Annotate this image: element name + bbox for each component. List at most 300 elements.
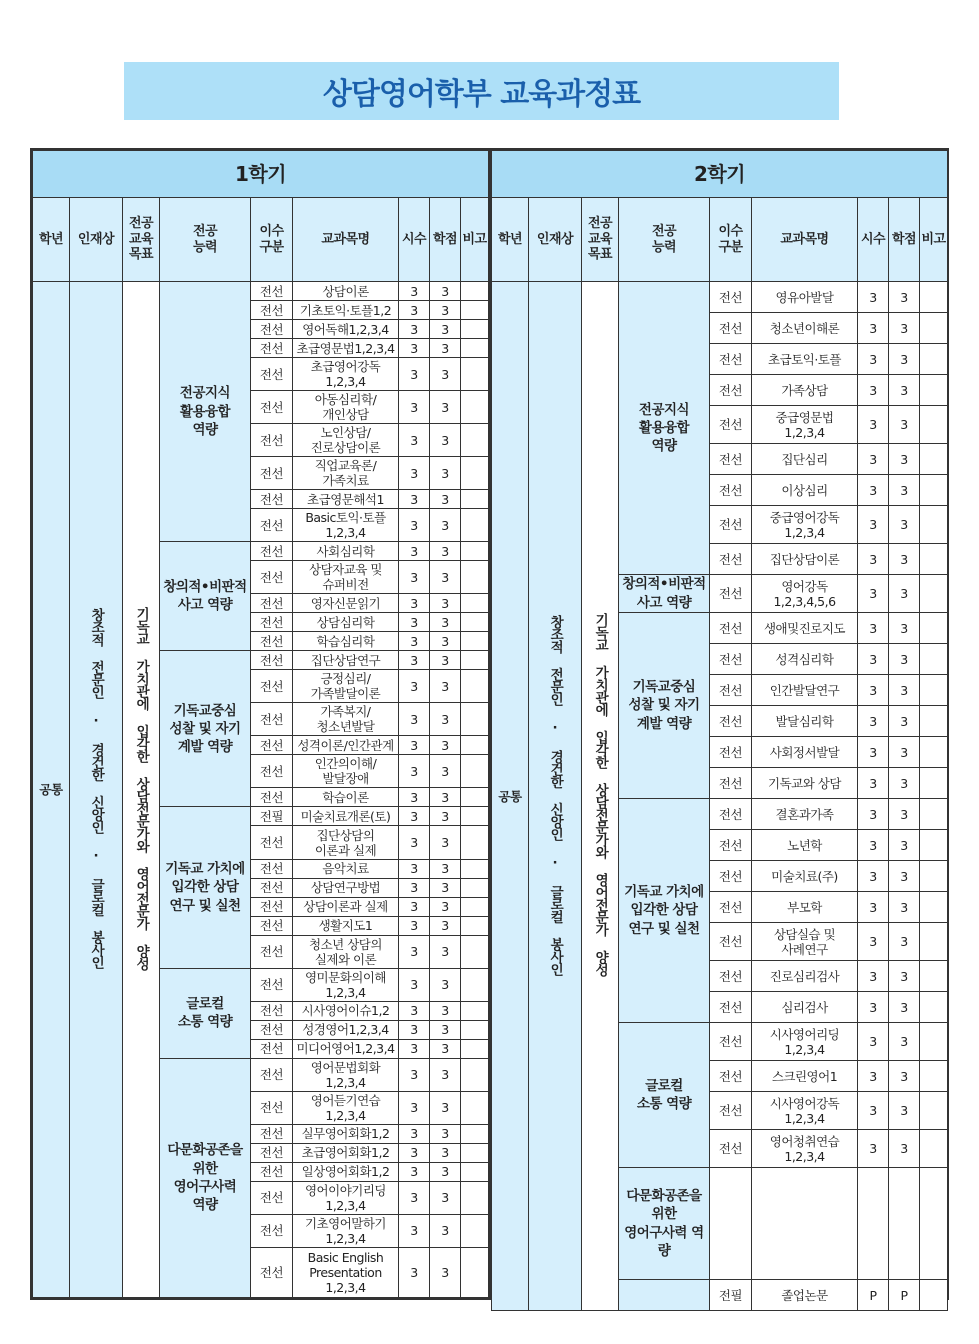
course-note	[920, 1092, 948, 1130]
course-type: 전선	[251, 968, 293, 1001]
semester1-label: 1학기	[33, 151, 489, 198]
course-name: 부모학	[752, 892, 858, 923]
course-type: 전선	[710, 737, 752, 768]
course-hours: 3	[399, 968, 430, 1001]
course-name	[752, 1168, 858, 1280]
course-note	[461, 916, 489, 935]
course-note	[920, 613, 948, 644]
page-title: 상담영어학부 교육과정표	[124, 62, 839, 120]
course-credits: 3	[430, 391, 461, 424]
course-hours: 3	[399, 301, 430, 320]
course-note	[461, 1001, 489, 1020]
course-type: 전선	[251, 788, 293, 807]
course-type: 전선	[710, 613, 752, 644]
course-hours: 3	[399, 320, 430, 339]
course-note	[461, 339, 489, 358]
course-note	[461, 1214, 489, 1247]
course-type: 전선	[251, 916, 293, 935]
course-note	[920, 768, 948, 799]
course-name: 영유아발달	[752, 282, 858, 313]
course-note	[461, 320, 489, 339]
course-credits: 3	[430, 1143, 461, 1162]
course-name: 직업교육론/ 가족치료	[293, 457, 399, 490]
course-credits: 3	[889, 375, 920, 406]
course-note	[461, 301, 489, 320]
course-credits: 3	[889, 544, 920, 575]
course-credits: 3	[889, 830, 920, 861]
course-hours: 3	[399, 916, 430, 935]
talent-cell	[529, 282, 582, 1311]
course-hours: 3	[858, 544, 889, 575]
course-name: 노인상담/ 진로상담이론	[293, 424, 399, 457]
course-hours: 3	[858, 675, 889, 706]
course-name: 인간발달연구	[752, 675, 858, 706]
course-name: 일상영어회화1,2	[293, 1162, 399, 1181]
course-credits: 3	[430, 358, 461, 391]
course-hours: 3	[399, 935, 430, 968]
course-hours: 3	[399, 1181, 430, 1214]
course-type: 전선	[710, 1023, 752, 1061]
course-type: 전선	[251, 651, 293, 670]
header-goal: 전공 교육 목표	[123, 198, 160, 282]
competency-cell: 기독교 가치에 입각한 상담 연구 및 실천	[619, 799, 710, 1023]
course-type: 전선	[251, 594, 293, 613]
semester2-table	[489, 148, 949, 1303]
course-credits: 3	[889, 706, 920, 737]
course-type: 전선	[251, 1181, 293, 1214]
course-name: 영자신문읽기	[293, 594, 399, 613]
course-hours: 3	[399, 490, 430, 509]
course-type: 전필	[251, 807, 293, 826]
course-name: 결혼과가족	[752, 799, 858, 830]
goal-text: 기독교 가치관에 입각한 상담전문가와 영어전문가 양성	[133, 606, 150, 970]
course-type: 전선	[710, 799, 752, 830]
course-type: 전선	[251, 1058, 293, 1091]
course-credits: 3	[889, 992, 920, 1023]
course-type: 전선	[710, 313, 752, 344]
competency-cell: 창의적•비판적 사고 역량	[160, 542, 251, 651]
course-hours: 3	[399, 613, 430, 632]
course-hours: 3	[399, 424, 430, 457]
course-type: 전선	[251, 1162, 293, 1181]
course-type: 전선	[710, 961, 752, 992]
course-credits: 3	[430, 457, 461, 490]
grade-cell: 공통	[33, 282, 70, 1298]
course-note	[461, 509, 489, 542]
course-hours: 3	[399, 391, 430, 424]
course-name: 미술치료(주)	[752, 861, 858, 892]
table-row	[492, 282, 948, 313]
course-type: 전필	[710, 1280, 752, 1311]
competency-cell: 글로컬 소통 역량	[619, 1023, 710, 1168]
course-note	[920, 544, 948, 575]
course-type: 전선	[710, 1130, 752, 1168]
competency-cell: 글로컬 소통 역량	[160, 968, 251, 1058]
course-credits: 3	[430, 1039, 461, 1058]
course-hours: 3	[399, 736, 430, 755]
course-type: 전선	[710, 375, 752, 406]
competency-cell: 기독교중심 성찰 및 자기 계발 역량	[619, 613, 710, 799]
course-note	[920, 923, 948, 961]
course-type: 전선	[251, 897, 293, 916]
course-credits: 3	[430, 594, 461, 613]
course-note	[920, 861, 948, 892]
course-hours: 3	[858, 375, 889, 406]
course-name: 기초영어말하기 1,2,3,4	[293, 1214, 399, 1247]
course-hours: P	[858, 1280, 889, 1311]
header-course: 교과목명	[293, 198, 399, 282]
course-hours: 3	[399, 859, 430, 878]
course-credits: 3	[889, 282, 920, 313]
course-hours: 3	[399, 542, 430, 561]
course-name: 심리검사	[752, 992, 858, 1023]
course-credits: 3	[889, 644, 920, 675]
course-hours: 3	[399, 878, 430, 897]
course-credits: 3	[889, 675, 920, 706]
course-type: 전선	[251, 632, 293, 651]
course-note	[461, 859, 489, 878]
course-type: 전선	[710, 444, 752, 475]
course-note	[461, 736, 489, 755]
course-note	[461, 632, 489, 651]
course-note	[920, 1023, 948, 1061]
course-hours: 3	[858, 313, 889, 344]
course-credits: 3	[889, 799, 920, 830]
header-course: 교과목명	[752, 198, 858, 282]
competency-cell: 다문화공존을 위한 영어구사력 역량	[619, 1168, 710, 1280]
course-credits: 3	[430, 1091, 461, 1124]
goal-text: 기독교 가치관에 입각한 상담전문가와 영어전문가 양성	[592, 613, 609, 976]
course-credits: 3	[430, 935, 461, 968]
course-credits: 3	[889, 737, 920, 768]
course-credits: 3	[430, 651, 461, 670]
course-credits: 3	[889, 406, 920, 444]
table-row	[33, 282, 489, 301]
course-credits: 3	[430, 807, 461, 826]
goal-cell	[582, 282, 619, 1311]
course-name: 성격심리학	[752, 644, 858, 675]
course-hours: 3	[399, 1162, 430, 1181]
course-type: 전선	[251, 391, 293, 424]
course-type: 전선	[251, 755, 293, 788]
course-type: 전선	[710, 406, 752, 444]
course-type: 전선	[251, 509, 293, 542]
course-credits: 3	[889, 961, 920, 992]
course-note	[920, 737, 948, 768]
course-note	[461, 457, 489, 490]
course-note	[920, 992, 948, 1023]
course-hours: 3	[399, 1247, 430, 1297]
course-credits: 3	[430, 301, 461, 320]
course-name: 진로심리검사	[752, 961, 858, 992]
course-note	[461, 703, 489, 736]
header-talent: 인재상	[529, 198, 582, 282]
course-name: 가족복지/ 청소년발달	[293, 703, 399, 736]
course-name: 생애및진로지도	[752, 613, 858, 644]
course-name: 사회정서발달	[752, 737, 858, 768]
course-note	[461, 968, 489, 1001]
course-name: 학습심리학	[293, 632, 399, 651]
course-type: 전선	[710, 1061, 752, 1092]
course-note	[461, 1020, 489, 1039]
header-grade: 학년	[33, 198, 70, 282]
course-name: 생활지도1	[293, 916, 399, 935]
course-note	[920, 830, 948, 861]
course-hours: 3	[399, 1001, 430, 1020]
course-credits: 3	[430, 1214, 461, 1247]
header-note: 비고	[461, 198, 489, 282]
course-type: 전선	[710, 544, 752, 575]
course-credits: 3	[889, 575, 920, 613]
course-hours: 3	[858, 830, 889, 861]
course-name: 상담이론	[293, 282, 399, 301]
course-type: 전선	[251, 1247, 293, 1297]
course-hours: 3	[858, 282, 889, 313]
course-hours: 3	[399, 1214, 430, 1247]
course-hours: 3	[858, 344, 889, 375]
course-name: 기독교와 상담	[752, 768, 858, 799]
course-name: 성경영어1,2,3,4	[293, 1020, 399, 1039]
course-hours: 3	[399, 1124, 430, 1143]
course-hours: 3	[858, 613, 889, 644]
course-type: 전선	[251, 358, 293, 391]
course-hours: 3	[399, 358, 430, 391]
course-note	[461, 424, 489, 457]
course-type: 전선	[251, 1091, 293, 1124]
course-hours: 3	[858, 768, 889, 799]
course-type: 전선	[710, 475, 752, 506]
course-note	[461, 1143, 489, 1162]
course-name: 영어청취연습 1,2,3,4	[752, 1130, 858, 1168]
course-note	[920, 675, 948, 706]
course-type: 전선	[251, 1001, 293, 1020]
course-name: 집단상담이론	[752, 544, 858, 575]
course-hours: 3	[399, 703, 430, 736]
course-credits: 3	[889, 344, 920, 375]
course-type: 전선	[251, 613, 293, 632]
course-note	[461, 935, 489, 968]
course-credits: 3	[430, 878, 461, 897]
course-credits: 3	[430, 320, 461, 339]
course-type: 전선	[251, 1039, 293, 1058]
course-note	[461, 897, 489, 916]
course-credits: 3	[430, 490, 461, 509]
course-name: 상담심리학	[293, 613, 399, 632]
course-credits	[889, 1168, 920, 1280]
course-hours: 3	[399, 457, 430, 490]
header-type: 이수 구분	[251, 198, 293, 282]
course-type: 전선	[710, 892, 752, 923]
course-credits: 3	[430, 1001, 461, 1020]
course-credits: 3	[889, 313, 920, 344]
course-credits: 3	[889, 923, 920, 961]
course-credits: 3	[430, 1162, 461, 1181]
course-type: 전선	[251, 878, 293, 897]
course-note	[920, 375, 948, 406]
course-hours: 3	[858, 737, 889, 768]
course-credits: P	[889, 1280, 920, 1311]
course-name: 시사영어강독 1,2,3,4	[752, 1092, 858, 1130]
course-hours: 3	[858, 892, 889, 923]
course-name: 집단상담연구	[293, 651, 399, 670]
course-hours: 3	[399, 651, 430, 670]
course-credits: 3	[889, 444, 920, 475]
course-hours: 3	[858, 706, 889, 737]
course-hours: 3	[399, 807, 430, 826]
course-name: 기초토익·토플1,2	[293, 301, 399, 320]
course-note	[461, 1058, 489, 1091]
course-name: 초급영어회화1,2	[293, 1143, 399, 1162]
course-note	[461, 613, 489, 632]
course-name: 상담자교육 및 슈퍼비전	[293, 561, 399, 594]
competency-cell: 창의적•비판적 사고 역량	[619, 575, 710, 613]
course-name: 영어문법회화 1,2,3,4	[293, 1058, 399, 1091]
course-credits: 3	[430, 509, 461, 542]
course-hours: 3	[399, 632, 430, 651]
course-credits: 3	[889, 1061, 920, 1092]
course-type: 전선	[710, 575, 752, 613]
course-note	[920, 444, 948, 475]
course-credits: 3	[889, 1023, 920, 1061]
course-hours: 3	[858, 444, 889, 475]
course-note	[920, 575, 948, 613]
course-note	[461, 807, 489, 826]
course-name: 집단심리	[752, 444, 858, 475]
course-note	[920, 506, 948, 544]
course-type: 전선	[710, 830, 752, 861]
course-name: 긍정심리/ 가족발달이론	[293, 670, 399, 703]
course-credits: 3	[430, 755, 461, 788]
competency-cell: 기독교중심 성찰 및 자기 계발 역량	[160, 651, 251, 807]
header-credits: 학점	[430, 198, 461, 282]
course-credits: 3	[889, 506, 920, 544]
competency-cell: 다문화공존을 위한 영어구사력 역량	[160, 1058, 251, 1297]
course-type: 전선	[251, 301, 293, 320]
course-note	[461, 490, 489, 509]
course-credits: 3	[430, 542, 461, 561]
course-credits: 3	[430, 424, 461, 457]
course-note	[461, 670, 489, 703]
talent-text: 창조적 전문인 · 경건한 신앙인 · 글로컬 봉사인	[547, 614, 564, 975]
course-note	[461, 1039, 489, 1058]
course-type: 전선	[251, 1124, 293, 1143]
course-name: 상담실습 및 사례연구	[752, 923, 858, 961]
course-name: Basic English Presentation 1,2,3,4	[293, 1247, 399, 1297]
talent-text: 창조적 전문인 · 경건한 신앙인 · 글로컬 봉사인	[88, 608, 105, 968]
course-credits: 3	[889, 475, 920, 506]
course-credits: 3	[430, 670, 461, 703]
course-type: 전선	[251, 935, 293, 968]
course-hours: 3	[399, 1039, 430, 1058]
competency-cell: 전공지식 활용융합 역량	[160, 282, 251, 542]
course-name: 청소년이해론	[752, 313, 858, 344]
course-name: 시사영어리딩 1,2,3,4	[752, 1023, 858, 1061]
course-note	[920, 799, 948, 830]
course-hours: 3	[858, 1023, 889, 1061]
course-type: 전선	[710, 344, 752, 375]
course-credits: 3	[430, 897, 461, 916]
course-type: 전선	[251, 859, 293, 878]
course-credits: 3	[430, 968, 461, 1001]
course-note	[461, 561, 489, 594]
competency-cell: 기독교 가치에 입각한 상담 연구 및 실천	[160, 807, 251, 968]
grade-cell: 공통	[492, 282, 529, 1311]
course-name: 노년학	[752, 830, 858, 861]
course-name: 초급영어강독 1,2,3,4	[293, 358, 399, 391]
course-name: 이상심리	[752, 475, 858, 506]
header-grade: 학년	[492, 198, 529, 282]
course-type: 전선	[251, 320, 293, 339]
course-hours: 3	[858, 506, 889, 544]
course-name: 상담이론과 실제	[293, 897, 399, 916]
course-type: 전선	[710, 282, 752, 313]
course-credits: 3	[430, 916, 461, 935]
course-type: 전선	[251, 1020, 293, 1039]
course-type: 전선	[251, 703, 293, 736]
course-note	[920, 406, 948, 444]
course-type: 전선	[251, 282, 293, 301]
course-note	[920, 313, 948, 344]
course-note	[461, 878, 489, 897]
course-type: 전선	[710, 992, 752, 1023]
course-name: 집단상담의 이론과 실제	[293, 826, 399, 859]
course-hours: 3	[399, 1143, 430, 1162]
course-note	[461, 1091, 489, 1124]
course-note	[461, 1124, 489, 1143]
course-name: 초급영문법1,2,3,4	[293, 339, 399, 358]
course-hours: 3	[858, 575, 889, 613]
course-name: 영미문화의이해 1,2,3,4	[293, 968, 399, 1001]
course-credits: 3	[430, 736, 461, 755]
course-hours: 3	[858, 923, 889, 961]
course-hours: 3	[399, 282, 430, 301]
course-hours: 3	[399, 561, 430, 594]
header-competency: 전공 능력	[160, 198, 251, 282]
course-name: 중급영문법 1,2,3,4	[752, 406, 858, 444]
course-name: 발달심리학	[752, 706, 858, 737]
course-name: 음악치료	[293, 859, 399, 878]
semester2-label: 2학기	[492, 151, 948, 198]
course-note	[920, 1168, 948, 1280]
course-name: Basic토익·토플 1,2,3,4	[293, 509, 399, 542]
course-name: 청소년 상담의 실제와 이론	[293, 935, 399, 968]
competency-cell	[619, 1280, 710, 1311]
course-credits: 3	[430, 1058, 461, 1091]
course-name: 영어이야기리딩 1,2,3,4	[293, 1181, 399, 1214]
header-goal: 전공 교육 목표	[582, 198, 619, 282]
course-credits: 3	[430, 282, 461, 301]
course-credits: 3	[430, 339, 461, 358]
course-name: 학습이론	[293, 788, 399, 807]
course-name: 중급영어강독 1,2,3,4	[752, 506, 858, 544]
course-note	[461, 651, 489, 670]
course-name: 졸업논문	[752, 1280, 858, 1311]
course-type: 전선	[710, 675, 752, 706]
course-credits: 3	[889, 613, 920, 644]
course-credits: 3	[430, 1124, 461, 1143]
course-credits: 3	[889, 1130, 920, 1168]
course-hours: 3	[399, 1091, 430, 1124]
course-credits: 3	[430, 1181, 461, 1214]
course-note	[920, 1061, 948, 1092]
course-note	[920, 892, 948, 923]
course-note	[461, 358, 489, 391]
course-hours: 3	[399, 788, 430, 807]
course-name: 미디어영어1,2,3,4	[293, 1039, 399, 1058]
course-note	[920, 644, 948, 675]
course-credits: 3	[430, 632, 461, 651]
course-note	[461, 391, 489, 424]
